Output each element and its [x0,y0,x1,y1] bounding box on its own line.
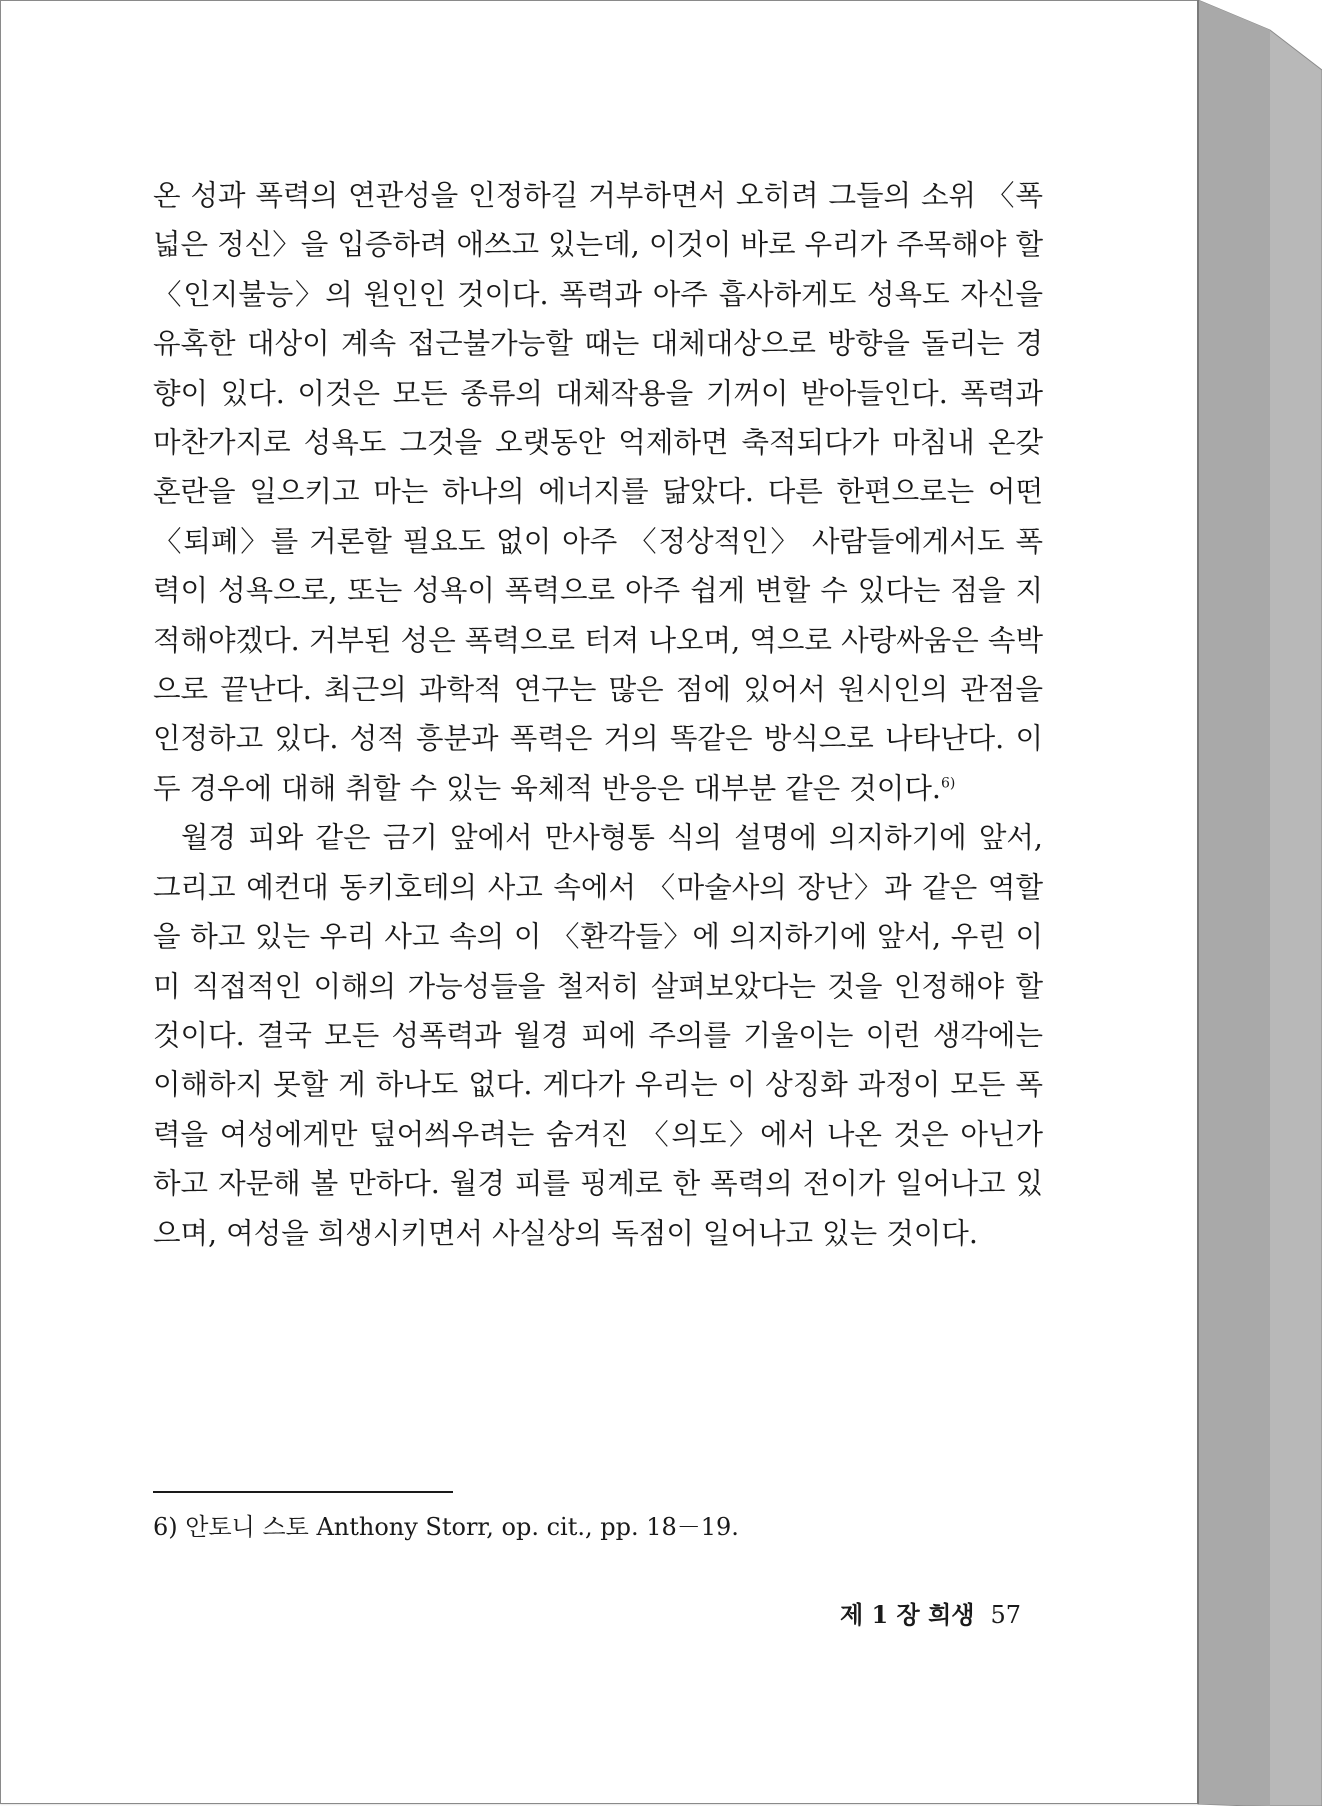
paragraph-2 [153,813,1043,1258]
page-body [153,171,1043,1258]
footnote-divider [153,1491,453,1493]
footnote: 6) 안토니 스토 Anthony Storr, op. cit., pp. 18－19. [153,1513,739,1541]
paragraph-1 [153,171,1043,813]
running-footer [821,1595,1021,1630]
page-number: 57 [990,1601,1021,1629]
chapter-title: 제 1 장 희생 [839,1600,975,1629]
footnote-reference: 6) [940,775,956,792]
paragraph-2-text: 월경 피와 같은 금기 앞에서 만사형통 식의 설명에 의지하기에 앞서, 그리고 예컨대 동키호테의 사고 속에서 〈마술사의 장난〉과 같은 역할을 하고 있는 우리 사고 속의 이 〈환각들〉에 의지하기에 앞서, 우린 이미 직접적인 이해의 가능성들을 철저히 살펴보았다는 것을 인정해야 할 것이다. 결국 모든 성폭력과 월경 피에 주의를 기울이는 이런 생각에는 이해하지 못할 게 하나도 없다. 게다가 우리는 이 상징화 과정이 모든 폭력을 여성에게만 덮어씌우려는 숨겨진 〈의도〉에서 나온 것은 아닌가 하고 자문해 볼 만하다. 월경 피를 핑계로 한 폭력의 전이가 일어나고 있으며, 여성을 희생시키면서 사실상의 독점이 일어나고 있는 것이다. [153,821,1043,1250]
paragraph-1-text: 온 성과 폭력의 연관성을 인정하길 거부하면서 오히려 그들의 소위 〈폭넓은 정신〉을 입증하려 애쓰고 있는데, 이것이 바로 우리가 주목해야 할 〈인지불능〉의 원인인 것이다. 폭력과 아주 흡사하게도 성욕도 자신을 유혹한 대상이 계속 접근불가능할 때는 대체대상으로 방향을 돌리는 경향이 있다. 이것은 모든 종류의 대체작용을 기꺼이 받아들인다. 폭력과 마찬가지로 성욕도 그것을 오랫동안 억제하면 축적되다가 마침내 온갖 혼란을 일으키고 마는 하나의 에너지를 닮았다. 다른 한편으로는 어떤 〈퇴폐〉를 거론할 필요도 없이 아주 〈정상적인〉 사람들에게서도 폭력이 성욕으로, 또는 성욕이 폭력으로 아주 쉽게 변할 수 있다는 점을 지적해야겠다. 거부된 성은 폭력으로 터져 나오며, 역으로 사랑싸움은 속박으로 끝난다. 최근의 과학적 연구는 많은 점에 있어서 원시인의 관점을 인정하고 있다. 성적 흥분과 폭력은 거의 똑같은 방식으로 나타난다. 이 두 경우에 대해 취할 수 있는 육체적 반응은 대부분 같은 것이다. [153,179,1043,805]
